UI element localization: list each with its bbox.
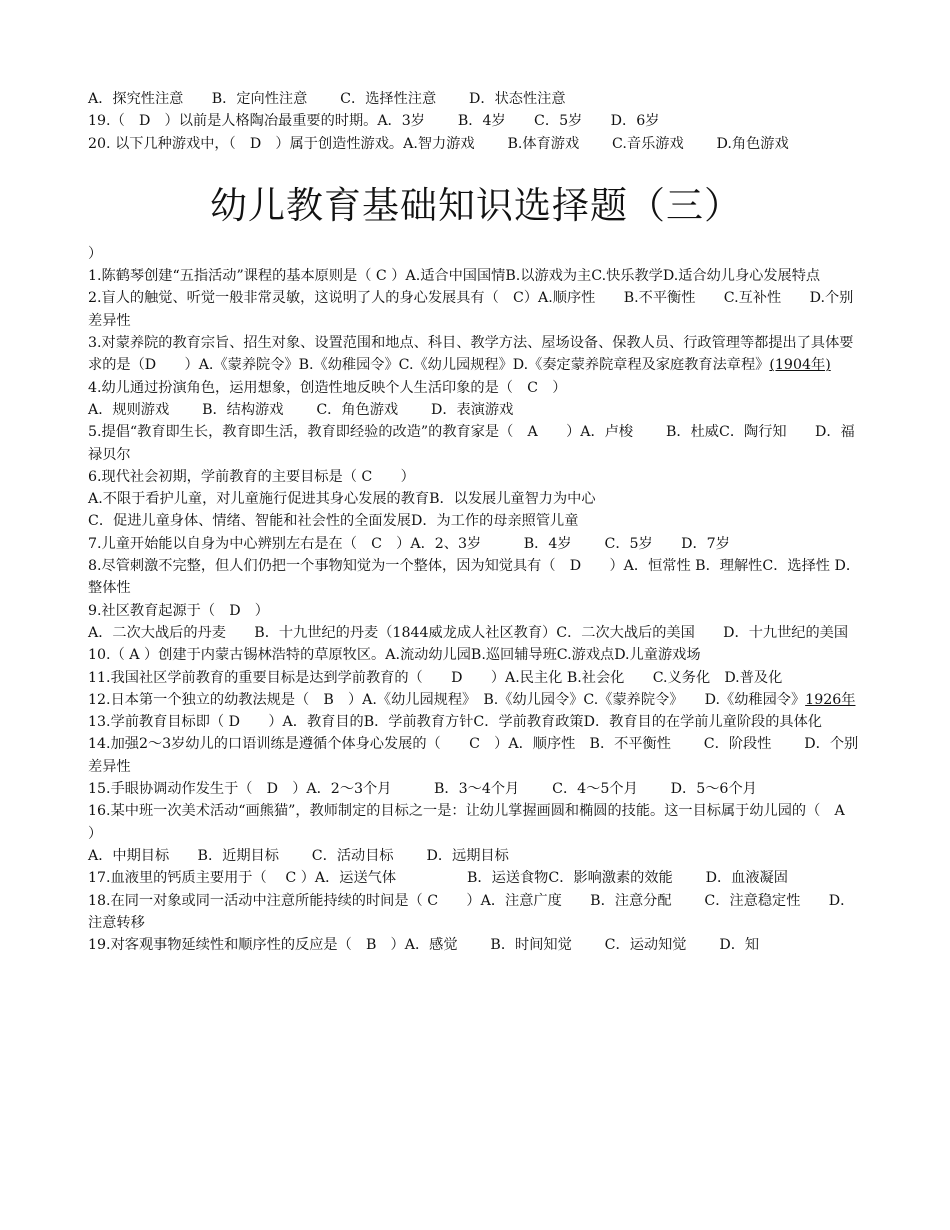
document-page <box>88 88 864 956</box>
question-3-text: 3.对蒙养院的教育宗旨、招生对象、设置范围和地点、科目、教学方法、屋场设备、保教人员、行政管理等都提出了具体要求的是（D ）A.《蒙养院令》B.《幼稚园令》C.《幼儿园规程》D.《奏定蒙养院章程及家庭教育法章程》 <box>88 335 854 374</box>
question-10: 10.（ A ）创建于内蒙古锡林浩特的草原牧区。A.流动幼儿园B.巡回辅导班C.游戏点D.儿童游戏场 <box>88 647 701 664</box>
question-12 <box>88 689 864 711</box>
question-5: 5.提倡“教育即生长，教育即生活，教育即经验的改造”的教育家是（ A ）A．卢梭 B．杜威C．陶行知 D．福禄贝尔 <box>88 424 855 463</box>
question-6-options-cd: C．促进儿童身体、情绪、智能和社会性的全面发展D．为工作的母亲照管儿童 <box>88 513 579 530</box>
question-9-options: A．二次大战后的丹麦 B．十九世纪的丹麦（1844威龙成人社区教育）C．二次大战后的美国 D．十九世纪的美国 <box>88 624 849 641</box>
question-6-options-ab: A.不限于看护儿童，对儿童施行促进其身心发展的教育B．以发展儿童智力为中心 <box>88 491 596 508</box>
question-12-note: 1926年 <box>805 691 856 708</box>
page-title: 幼儿教育基础知识选择题（三） <box>210 183 742 227</box>
question-6: 6.现代社会初期，学前教育的主要目标是（ C ） <box>88 468 415 485</box>
question-3 <box>88 332 864 377</box>
question-17: 17.血液里的钙质主要用于（ C ）A．运送气体 B．运送食物C．影响激素的效能 D．血液凝固 <box>88 870 788 887</box>
question-13: 13.学前教育目标即（ D ）A．教育目的B．学前教育方针C．学前教育政策D．教育目的在学前儿童阶段的具体化 <box>88 714 822 731</box>
question-11: 11.我国社区学前教育的重要目标是达到学前教育的（ D ）A.民主化 B.社会化 C.义务化 D.普及化 <box>88 669 783 686</box>
question-12-text: 12.日本第一个独立的幼教法规是（ B ）A.《幼儿园规程》 B.《幼儿园令》C.《蒙养院令》 D.《幼稚园令》 <box>88 691 806 708</box>
question-7: 7.儿童开始能以自身为中心辨别左右是在（ C ）A．2、3岁 B．4岁 C．5岁 D．7岁 <box>88 535 730 552</box>
text-line: 19.（ D ）以前是人格陶冶最重要的时期。A．3岁 B．4岁 C．5岁 D．6岁 <box>88 113 660 130</box>
question-4-options: A．规则游戏 B．结构游戏 C．角色游戏 D．表演游戏 <box>88 401 514 418</box>
question-2: 2.盲人的触觉、听觉一般非常灵敏，这说明了人的身心发展具有（ C）A.顺序性 B.不平衡性 C.互补性 D.个别差异性 <box>88 290 854 329</box>
question-16-options: A．中期目标 B．近期目标 C．活动目标 D．远期目标 <box>88 847 509 864</box>
text-line: A．探究性注意 B．定向性注意 C．选择性注意 D．状态性注意 <box>88 91 566 107</box>
question-16: 16.某中班一次美术活动“画熊猫”，教师制定的目标之一是：让幼儿掌握画圆和椭圆的技能。这一目标属于幼儿园的（ A ） <box>88 803 859 842</box>
question-3-note: (1904年) <box>769 357 831 374</box>
question-4: 4.幼儿通过扮演角色，运用想象，创造性地反映个人生活印象的是（ C ） <box>88 379 567 396</box>
stray-mark: ） <box>88 245 103 262</box>
question-8: 8.尽管刺激不完整，但人们仍把一个事物知觉为一个整体，因为知觉具有（ D ）A．恒常性 B．理解性C．选择性 D．整体性 <box>88 558 861 597</box>
question-1: 1.陈鹤琴创建“五指活动”课程的基本原则是（ C ）A.适合中国国情B.以游戏为主C.快乐教学D.适合幼儿身心发展特点 <box>88 268 821 285</box>
question-19: 19.对客观事物延续性和顺序性的反应是（ B ）A．感觉 B．时间知觉 C．运动知觉 D．知 <box>88 937 760 954</box>
question-9: 9.社区教育起源于（ D ） <box>88 602 269 619</box>
question-15: 15.手眼协调动作发生于（ D ）A．2～3个月 B．3～4个月 C．4～5个月 D．5～6个月 <box>88 781 757 798</box>
question-18: 18.在同一对象或同一活动中注意所能持续的时间是（ C ）A．注意广度 B．注意分配 C．注意稳定性 D．注意转移 <box>88 892 855 931</box>
question-14: 14.加强2～3岁幼儿的口语训练是遵循个体身心发展的（ C ）A．顺序性 B．不平衡性 C．阶段性 D．个别差异性 <box>88 736 859 775</box>
text-line: 20. 以下几种游戏中，（ D ）属于创造性游戏。A.智力游戏 B.体育游戏 C.音乐游戏 D.角色游戏 <box>88 135 789 152</box>
